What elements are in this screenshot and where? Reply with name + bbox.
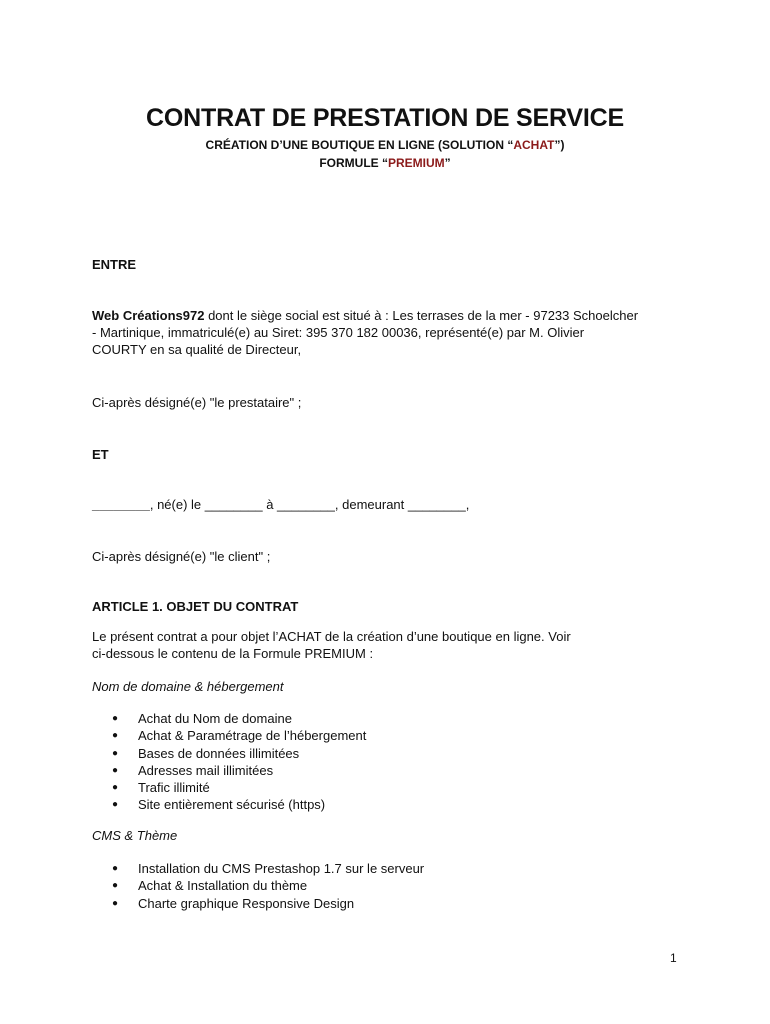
list-item: ● Charte graphique Responsive Design: [112, 895, 424, 912]
list-item: ● Achat & Installation du thème: [112, 877, 424, 894]
list-item: ● Site entièrement sécurisé (https): [112, 796, 366, 813]
client-name-blank: ________: [92, 497, 150, 512]
article-1-intro: Le présent contrat a pour objet l’ACHAT de la création d’une boutique en ligne. Voir ci-dessous le contenu de la Formule PREMIUM :: [92, 629, 571, 661]
entre-label: ENTRE: [92, 257, 137, 272]
article-1-heading: ARTICLE 1. OBJET DU CONTRAT: [92, 599, 299, 614]
list-item: ● Achat & Paramétrage de l’hébergement: [112, 727, 366, 744]
subtitle-formula: FORMULE “PREMIUM”: [319, 156, 451, 170]
page-number: 1: [670, 951, 677, 965]
subtitle-solution: CRÉATION D’UNE BOUTIQUE EN LIGNE (SOLUTION “ACHAT”): [205, 138, 565, 152]
provider-name: Web Créations972: [92, 308, 205, 323]
cms-theme-list: [112, 860, 424, 912]
formula-highlight: PREMIUM: [388, 156, 445, 170]
list-item: ● Achat du Nom de domaine: [112, 710, 366, 727]
provider-paragraph: Web Créations972 dont le siège social est situé à : Les terrases de la mer - 97233 Schoelcher - Martinique, immatriculé(e) au Siret: 395 370 182 00036, représenté(e) par M. Olivier COURTY en sa qualité de Directeur,: [92, 308, 639, 357]
client-designation: Ci-après désigné(e) "le client" ;: [92, 549, 271, 564]
contract-title: CONTRAT DE PRESTATION DE SERVICE: [146, 104, 624, 132]
provider-designation: Ci-après désigné(e) "le prestataire" ;: [92, 395, 302, 410]
section-title-cms-theme: CMS & Thème: [92, 828, 178, 843]
list-item: ● Trafic illimité: [112, 779, 366, 796]
section-title-domain-hosting: Nom de domaine & hébergement: [92, 679, 284, 694]
list-item: ● Bases de données illimitées: [112, 745, 366, 762]
list-item: ● Adresses mail illimitées: [112, 762, 366, 779]
solution-highlight: ACHAT: [513, 138, 555, 152]
domain-hosting-list: [112, 710, 366, 814]
list-item: ● Installation du CMS Prestashop 1.7 sur le serveur: [112, 860, 424, 877]
et-label: ET: [92, 447, 109, 462]
client-line: ________, né(e) le ________ à ________, demeurant ________,: [92, 497, 470, 512]
